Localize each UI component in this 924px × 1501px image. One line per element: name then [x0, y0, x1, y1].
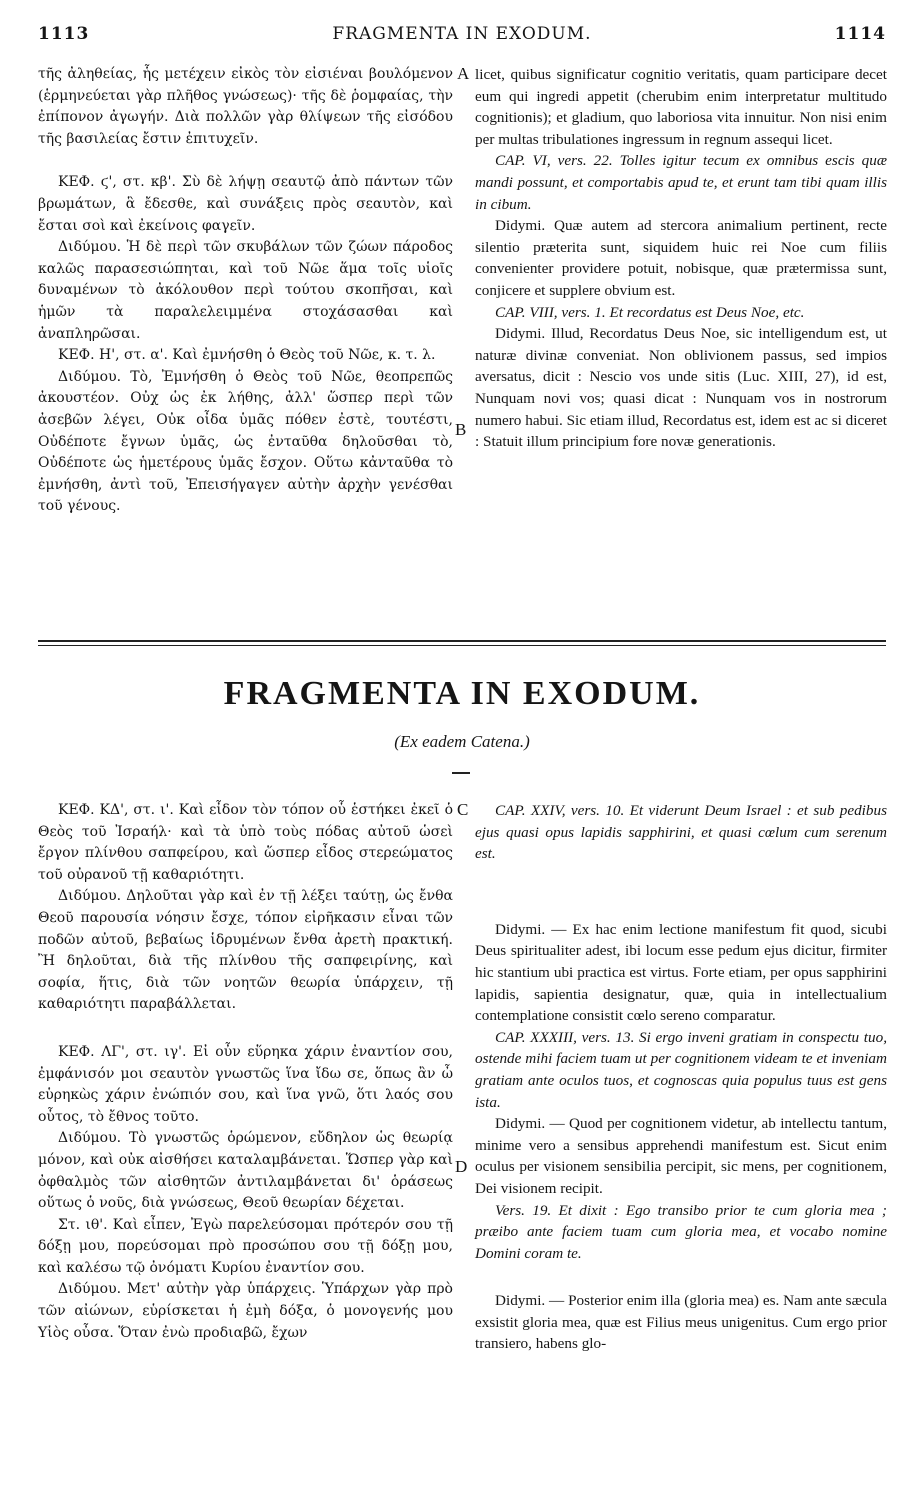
- margin-marker-a: A: [457, 64, 470, 83]
- greek-chapter-heading: ΚΕΦ. Η', στ. α'. Καὶ ἐμνήσθη ὁ Θεὸς τοῦ Νῶε, κ. τ. λ.: [58, 347, 436, 364]
- latin-paragraph: Didymi. Quæ autem ad stercora animalium pertinent, recte silentio præterita sunt, siquidem huic rei Noe cum filiis convenienter providere potuit, nobisque, quæ prætermissa sunt, conjicere et supplere obvium est.: [475, 217, 887, 299]
- latin-paragraph: Didymi. — Ex hac enim lectione manifestum fit quod, sicubi Deus spiritualiter adest, ibi locum esse pedum ejus dicitur, firmiter hic stantium ubi practica est virtus. Forte etiam, per opus sapphirini lapidis, sapientia designatur, quæ, quia in intellectualium contemplatione consistit cœlo sereno comparatur.: [475, 920, 887, 1025]
- section-rule: [38, 640, 886, 642]
- section-title: FRAGMENTA IN EXODUM.: [223, 675, 701, 712]
- greek-paragraph: Διδύμου. Τὸ, Ἐμνήσθη ὁ Θεὸς τοῦ Νῶε, θεοπρεπῶς ἀκουστέον. Οὐχ ὡς ἐκ λήθης, ἀλλ' ὥσπερ περὶ τῶν ἀσεβῶν λέγει, Οὐκ οἶδα ὑμᾶς πόθεν ἐστὲ, τουτέστι, Οὐδέποτε ἔγνων ὑμᾶς, ὡς ἐνταῦθα δηλοῦσθαι τὸ, Οὐδέποτε ὡς ἡμετέρους ὑμᾶς ἔσχον. Οὕτω κἀνταῦθα τὸ ἐμνήσθη, ἀντὶ τοῦ, Ἐπεισήγαγεν αὐτὴν ἀρχὴν γενέσθαι τοῦ γένους.: [38, 368, 453, 515]
- margin-marker-c: C: [457, 800, 469, 819]
- greek-paragraph: Διδύμου. Τὸ γνωστῶς ὁρώμενον, εὔδηλον ὡς θεωρίᾳ μόνον, καὶ οὐκ αἰσθήσει καταλαμβάνεται. Ὥσπερ γὰρ καὶ ὀφθαλμὸς τῶν αἰσθητῶν ἀντιλαμβάνεται δι' ὁράσεως οὕτως ὁ νοῦς, διὰ γνώσεως, Θεοῦ θεωρίαν δέχεται.: [38, 1130, 453, 1212]
- running-header: [38, 24, 886, 54]
- latin-paragraph: licet, quibus significatur cognitio veritatis, quam participare decet eum qui ingredi appetit (cherubim enim interpretatur multitudo cognitionis); et gladium, quo laboriosa vita innuitur. Non nisi enim per multas tribulationes ingressum in regnum assequi licet.: [475, 66, 887, 148]
- latin-chapter-heading: CAP. VI, vers. 22. Tolles igitur tecum ex omnibus escis quæ mandi possunt, et comportabis apud te, et erunt tam tibi quam illis in cibum.: [475, 152, 887, 213]
- bottom-latin-column: [475, 800, 887, 1355]
- latin-chapter-heading: CAP. XXXIII, vers. 13. Si ergo inveni gratiam in conspectu tuo, ostende mihi faciem tuam ut per cognitionem videam te et inveniam gratiam ante oculos tuos, et cognoscas quia populus tuus est gens ista.: [475, 1028, 887, 1111]
- greek-paragraph: τῆς ἀληθείας, ἧς μετέχειν εἰκὸς τὸν εἰσιέναι βουλόμενον (ἑρμηνεύεται γὰρ πλῆθος γνώσεως)· τῆς δὲ ῥομφαίας, τὴν ἐπίπονον ἀγωγήν. Διὰ πολλῶν γὰρ θλίψεων τῆς εἰσόδου τῆς βασιλείας ἔστιν ἐπιτυχεῖν.: [38, 66, 453, 147]
- page-number-right: 1114: [834, 24, 886, 44]
- page-number-left: 1113: [38, 24, 90, 44]
- top-greek-column: [38, 64, 453, 518]
- greek-paragraph: Διδύμου. Δηλοῦται γὰρ καὶ ἐν τῇ λέξει ταύτῃ, ὡς ἔνθα Θεοῦ παρουσία νόησιν ἔσχε, τόπον εἰρῆκασιν εἶναι τῶν ποδῶν αὐτοῦ, βεβαίως ἱδρυμένων ἔνθα ἀρετὴ πρακτική. Ἢ δηλοῦται, διὰ τῆς πλίνθου τῆς σαπφειρίνης, καὶ σοφία, ἥτις, διὰ τῶν νοητῶν θεωρία ὑπάρχειν, τῇ καθαριότητι παραβάλλεται.: [38, 888, 453, 1013]
- latin-paragraph: Didymi. Illud, Recordatus Deus Noe, sic intelligendum est, ut naturæ divinæ conveniat. Non oblivionem passus, sed impios aversatus, dicit : Nescio vos unde sitis (Luc. XIII, 27), id est, Nunquam novi vos; quasi dicat : Nunquam vos in nostrorum numero habui. Sic etiam illud, Recordatus est, idem est ac si diceret : Statuit illum principium fore novæ generationis.: [475, 325, 887, 451]
- running-title: FRAGMENTA IN EXODUM.: [332, 24, 592, 44]
- section-rule-thin: [38, 645, 886, 646]
- latin-paragraph: Didymi. — Quod per cognitionem videtur, ab intellectu tantum, minime vero a sensibus apprehendi manifestum est. Sicut enim oculus per visionem sensibilia percipit, sic mens, per cognitionem, Dei visionem recipit.: [475, 1115, 887, 1197]
- greek-chapter-heading: ΚΕΦ. ϛ', στ. κβ'. Σὺ δὲ λήψῃ σεαυτῷ ἀπὸ πάντων τῶν βρωμάτων, ἃ ἔδεσθε, καὶ συνάξεις πρὸς σεαυτὸν, καὶ ἔσται σοὶ καὶ ἐκείνοις φαγεῖν.: [38, 174, 453, 234]
- greek-paragraph: Διδύμου. Ἡ δὲ περὶ τῶν σκυβάλων τῶν ζώων πάροδος καλῶς παρασεσιώπηται, καὶ τοῦ Νῶε ἅμα τοῖς υἱοῖς δυναμένων τὸ ἀκόλουθον περὶ τούτου σκοπῆσαι, καὶ ἡμῶν τὰ παραλελειμμένα στοχάσασθαι καὶ ἀναπληρῶσαι.: [38, 239, 453, 342]
- greek-paragraph: Διδύμου. Μετ' αὐτὴν γὰρ ὑπάρχεις. Ὑπάρχων γὰρ πρὸ τῶν αἰώνων, εὑρίσκεται ἡ ἐμὴ δόξα, ὁ μονογενής μου Υἱὸς οὖσα. Ὅταν ἐνὼ προδιαβῶ, ἔχων: [38, 1281, 453, 1341]
- section-subtitle: (Ex eadem Catena.): [394, 732, 530, 751]
- greek-chapter-heading: ΚΕΦ. ΚΔ', στ. ι'. Καὶ εἶδον τὸν τόπον οὗ ἑστήκει ἐκεῖ ὁ Θεὸς τοῦ Ἰσραήλ· καὶ τὰ ὑπὸ τοὺς πόδας αὐτοῦ ὡσεὶ ἔργον πλίνθου σαπφείρου, καὶ ὥσπερ εἶδος στερεώματος τοῦ οὐρανοῦ τῇ καθαριότητι.: [38, 802, 453, 883]
- margin-marker-d: D: [455, 1157, 468, 1176]
- latin-chapter-heading: CAP. VIII, vers. 1. Et recordatus est Deus Noe, etc.: [495, 303, 805, 321]
- latin-paragraph: Didymi. — Posterior enim illa (gloria mea) es. Nam ante sæcula exsistit gloria mea, quæ est Filius meus unigenitus. Cum ergo prior transiero, habens glo-: [475, 1292, 887, 1353]
- top-latin-column: [475, 64, 887, 453]
- title-dash: [452, 772, 470, 774]
- greek-verse-heading: Στ. ιθ'. Καὶ εἶπεν, Ἐγὼ παρελεύσομαι πρότερόν σου τῇ δόξῃ μου, πορεύσομαι πρὸ προσώπου σου τῇ δόξῃ μου, καὶ καλέσω τῷ ὀνόματι Κυρίου ἐναντίον σου.: [38, 1216, 453, 1276]
- greek-chapter-heading: ΚΕΦ. ΛΓ', στ. ιγ'. Εἰ οὖν εὕρηκα χάριν ἐναντίον σου, ἐμφάνισόν μοι σεαυτὸν γνωστῶς ἵνα ἴδω σε, ὅπως ἂν ὦ εὑρηκὼς χάριν ἐνώπιόν σου, καὶ ἵνα γνῶ, ὅτι λαός σου οὗτος, τὸ ἔθνος τοῦτο.: [38, 1043, 453, 1125]
- margin-marker-b: B: [455, 420, 467, 439]
- latin-verse-heading: Vers. 19. Et dixit : Ego transibo prior te cum gloria mea ; præibo ante faciem tuam cum gloria mea, et vocabo nomine Domini coram te.: [475, 1201, 887, 1262]
- bottom-greek-column: [38, 800, 453, 1344]
- latin-chapter-heading: CAP. XXIV, vers. 10. Et viderunt Deum Israel : et sub pedibus ejus quasi opus lapidis sapphirini, et quasi cœlum cum serenum est.: [475, 802, 887, 863]
